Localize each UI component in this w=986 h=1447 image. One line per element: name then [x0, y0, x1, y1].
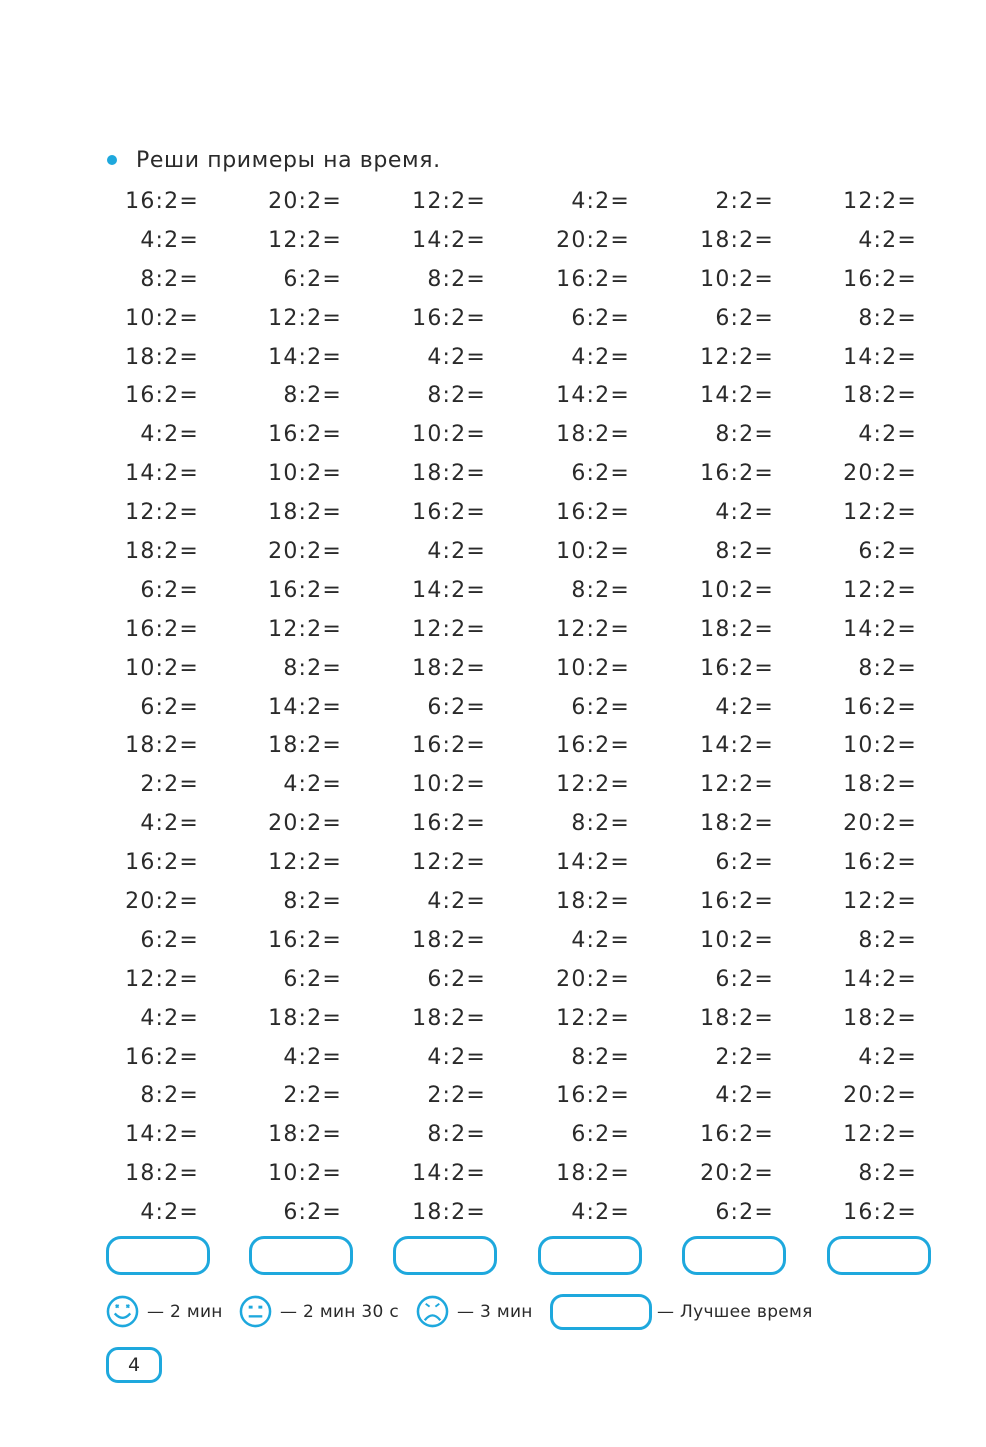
division-example: 14:2=	[125, 461, 199, 487]
division-example: 12:2=	[843, 189, 917, 214]
division-example: 8:2=	[275, 889, 342, 915]
happy-time-label: — 2 мин	[147, 1302, 223, 1322]
division-example: 4:2=	[275, 1044, 342, 1070]
division-example: 8:2=	[563, 811, 630, 837]
division-example: 18:2=	[700, 1005, 774, 1031]
time-answer-box[interactable]	[827, 1236, 931, 1275]
division-example: 8:2=	[419, 383, 486, 409]
division-example: 18:2=	[412, 655, 486, 681]
division-example: 8:2=	[707, 539, 774, 565]
division-example: 12:2=	[268, 616, 342, 642]
division-example: 4:2=	[419, 889, 486, 915]
division-example: 2:2=	[419, 1083, 486, 1109]
division-example: 2:2=	[707, 189, 774, 214]
division-example: 12:2=	[268, 850, 342, 876]
division-example: 20:2=	[268, 539, 342, 565]
time-answer-box[interactable]	[393, 1236, 497, 1275]
division-example: 12:2=	[843, 889, 917, 915]
division-example: 16:2=	[125, 850, 199, 876]
division-example: 16:2=	[268, 577, 342, 603]
examples-column	[777, 183, 917, 1233]
division-example: 18:2=	[412, 1005, 486, 1031]
division-example: 12:2=	[700, 344, 774, 370]
sad-face-icon	[416, 1295, 449, 1328]
division-example: 20:2=	[843, 811, 917, 837]
division-example: 12:2=	[125, 966, 199, 992]
division-example: 6:2=	[563, 461, 630, 487]
division-example: 16:2=	[843, 266, 917, 292]
division-example: 4:2=	[275, 772, 342, 798]
division-example: 4:2=	[419, 1044, 486, 1070]
division-example: 8:2=	[563, 1044, 630, 1070]
division-example: 6:2=	[707, 850, 774, 876]
division-example: 16:2=	[700, 461, 774, 487]
division-example: 16:2=	[556, 266, 630, 292]
division-example: 4:2=	[132, 1005, 199, 1031]
division-example: 12:2=	[843, 1122, 917, 1148]
instruction-text: Реши примеры на время.	[136, 147, 441, 173]
division-example: 10:2=	[125, 655, 199, 681]
division-example: 6:2=	[419, 966, 486, 992]
examples-column	[346, 183, 486, 1233]
division-example: 16:2=	[125, 383, 199, 409]
division-example: 8:2=	[563, 577, 630, 603]
division-example: 12:2=	[412, 189, 486, 214]
division-example: 4:2=	[132, 227, 199, 253]
division-example: 6:2=	[563, 1122, 630, 1148]
division-example: 8:2=	[850, 305, 917, 331]
time-answer-box[interactable]	[249, 1236, 353, 1275]
division-example: 12:2=	[268, 227, 342, 253]
examples-column	[59, 183, 199, 1233]
division-example: 6:2=	[707, 966, 774, 992]
division-example: 20:2=	[268, 189, 342, 214]
division-example: 18:2=	[412, 1200, 486, 1226]
division-example: 18:2=	[843, 383, 917, 409]
division-example: 12:2=	[556, 616, 630, 642]
division-example: 10:2=	[843, 733, 917, 759]
examples-column	[202, 183, 342, 1233]
division-example: 4:2=	[132, 811, 199, 837]
division-example: 8:2=	[275, 655, 342, 681]
division-example: 8:2=	[419, 266, 486, 292]
division-example: 10:2=	[556, 539, 630, 565]
division-example: 8:2=	[132, 1083, 199, 1109]
division-example: 8:2=	[850, 1161, 917, 1187]
division-example: 16:2=	[412, 500, 486, 526]
neutral-time-label: — 2 мин 30 с	[280, 1302, 399, 1322]
division-example: 8:2=	[850, 927, 917, 953]
time-answer-box[interactable]	[538, 1236, 642, 1275]
division-example: 16:2=	[556, 500, 630, 526]
division-example: 6:2=	[132, 927, 199, 953]
division-example: 4:2=	[419, 539, 486, 565]
division-example: 16:2=	[412, 811, 486, 837]
division-example: 4:2=	[707, 694, 774, 720]
division-example: 10:2=	[700, 266, 774, 292]
division-example: 16:2=	[700, 655, 774, 681]
division-example: 18:2=	[700, 811, 774, 837]
division-example: 16:2=	[556, 1083, 630, 1109]
division-example: 16:2=	[268, 927, 342, 953]
division-example: 20:2=	[125, 889, 199, 915]
division-example: 4:2=	[563, 189, 630, 214]
division-example: 20:2=	[556, 227, 630, 253]
division-example: 6:2=	[707, 1200, 774, 1226]
division-example: 4:2=	[132, 422, 199, 448]
division-example: 12:2=	[700, 772, 774, 798]
division-example: 4:2=	[850, 1044, 917, 1070]
division-example: 6:2=	[707, 305, 774, 331]
division-example: 4:2=	[850, 422, 917, 448]
division-example: 18:2=	[268, 1005, 342, 1031]
division-example: 14:2=	[843, 616, 917, 642]
division-example: 16:2=	[556, 733, 630, 759]
division-example: 10:2=	[700, 577, 774, 603]
time-legend	[104, 1292, 904, 1332]
division-example: 12:2=	[556, 772, 630, 798]
division-example: 18:2=	[556, 1161, 630, 1187]
bullet-icon	[107, 155, 117, 165]
division-example: 20:2=	[556, 966, 630, 992]
division-example: 18:2=	[556, 889, 630, 915]
division-example: 14:2=	[556, 850, 630, 876]
division-example: 16:2=	[125, 189, 199, 214]
division-example: 18:2=	[843, 1005, 917, 1031]
division-example: 4:2=	[563, 927, 630, 953]
division-example: 18:2=	[125, 344, 199, 370]
division-example: 18:2=	[268, 733, 342, 759]
division-example: 16:2=	[700, 1122, 774, 1148]
division-example: 14:2=	[556, 383, 630, 409]
division-example: 2:2=	[707, 1044, 774, 1070]
division-example: 2:2=	[275, 1083, 342, 1109]
division-example: 14:2=	[843, 344, 917, 370]
division-example: 14:2=	[268, 694, 342, 720]
division-example: 4:2=	[707, 500, 774, 526]
division-example: 10:2=	[412, 772, 486, 798]
division-example: 8:2=	[850, 655, 917, 681]
division-example: 10:2=	[268, 461, 342, 487]
division-example: 8:2=	[132, 266, 199, 292]
division-example: 12:2=	[268, 305, 342, 331]
division-example: 14:2=	[412, 1161, 486, 1187]
division-example: 12:2=	[843, 577, 917, 603]
division-example: 4:2=	[419, 344, 486, 370]
division-example: 6:2=	[419, 694, 486, 720]
division-example: 12:2=	[412, 850, 486, 876]
division-example: 20:2=	[268, 811, 342, 837]
division-example: 10:2=	[700, 927, 774, 953]
division-example: 8:2=	[707, 422, 774, 448]
division-example: 16:2=	[268, 422, 342, 448]
division-example: 16:2=	[125, 1044, 199, 1070]
division-example: 6:2=	[563, 694, 630, 720]
division-example: 18:2=	[125, 539, 199, 565]
division-example: 18:2=	[268, 1122, 342, 1148]
division-example: 18:2=	[268, 500, 342, 526]
division-example: 18:2=	[843, 772, 917, 798]
division-example: 10:2=	[412, 422, 486, 448]
division-example: 16:2=	[125, 616, 199, 642]
division-example: 14:2=	[268, 344, 342, 370]
time-answer-box[interactable]	[106, 1236, 210, 1275]
division-example: 16:2=	[843, 694, 917, 720]
division-example: 20:2=	[700, 1161, 774, 1187]
division-example: 2:2=	[132, 772, 199, 798]
division-example: 14:2=	[843, 966, 917, 992]
sad-time-label: — 3 мин	[457, 1302, 533, 1322]
division-example: 8:2=	[419, 1122, 486, 1148]
division-example: 16:2=	[843, 850, 917, 876]
page-number: 4	[106, 1347, 162, 1383]
division-example: 4:2=	[850, 227, 917, 253]
best-time-label: — Лучшее время	[657, 1302, 813, 1322]
division-example: 18:2=	[412, 461, 486, 487]
division-example: 6:2=	[275, 266, 342, 292]
division-example: 14:2=	[412, 577, 486, 603]
division-example: 12:2=	[125, 500, 199, 526]
division-example: 18:2=	[556, 422, 630, 448]
division-example: 18:2=	[700, 616, 774, 642]
division-example: 16:2=	[843, 1200, 917, 1226]
division-example: 18:2=	[412, 927, 486, 953]
division-example: 6:2=	[275, 966, 342, 992]
division-example: 4:2=	[707, 1083, 774, 1109]
division-example: 4:2=	[563, 344, 630, 370]
division-example: 16:2=	[412, 305, 486, 331]
division-example: 12:2=	[556, 1005, 630, 1031]
division-example: 6:2=	[132, 577, 199, 603]
division-example: 8:2=	[275, 383, 342, 409]
division-example: 10:2=	[556, 655, 630, 681]
division-example: 18:2=	[700, 227, 774, 253]
division-example: 6:2=	[275, 1200, 342, 1226]
division-example: 12:2=	[843, 500, 917, 526]
division-example: 16:2=	[700, 889, 774, 915]
division-example: 16:2=	[412, 733, 486, 759]
division-example: 10:2=	[125, 305, 199, 331]
division-example: 6:2=	[132, 694, 199, 720]
division-example: 4:2=	[563, 1200, 630, 1226]
division-example: 20:2=	[843, 1083, 917, 1109]
division-example: 10:2=	[268, 1161, 342, 1187]
division-example: 14:2=	[700, 383, 774, 409]
division-example: 18:2=	[125, 1161, 199, 1187]
division-example: 4:2=	[132, 1200, 199, 1226]
examples-column	[490, 183, 630, 1233]
neutral-face-icon	[239, 1295, 272, 1328]
division-example: 12:2=	[412, 616, 486, 642]
time-answer-box[interactable]	[682, 1236, 786, 1275]
division-example: 6:2=	[850, 539, 917, 565]
division-example: 14:2=	[412, 227, 486, 253]
best-time-box[interactable]	[550, 1294, 652, 1330]
division-example: 6:2=	[563, 305, 630, 331]
division-example: 20:2=	[843, 461, 917, 487]
smiling-face-icon	[106, 1295, 139, 1328]
examples-column	[634, 183, 774, 1233]
division-example: 18:2=	[125, 733, 199, 759]
task-instruction	[107, 140, 441, 180]
division-example: 14:2=	[125, 1122, 199, 1148]
division-example: 14:2=	[700, 733, 774, 759]
